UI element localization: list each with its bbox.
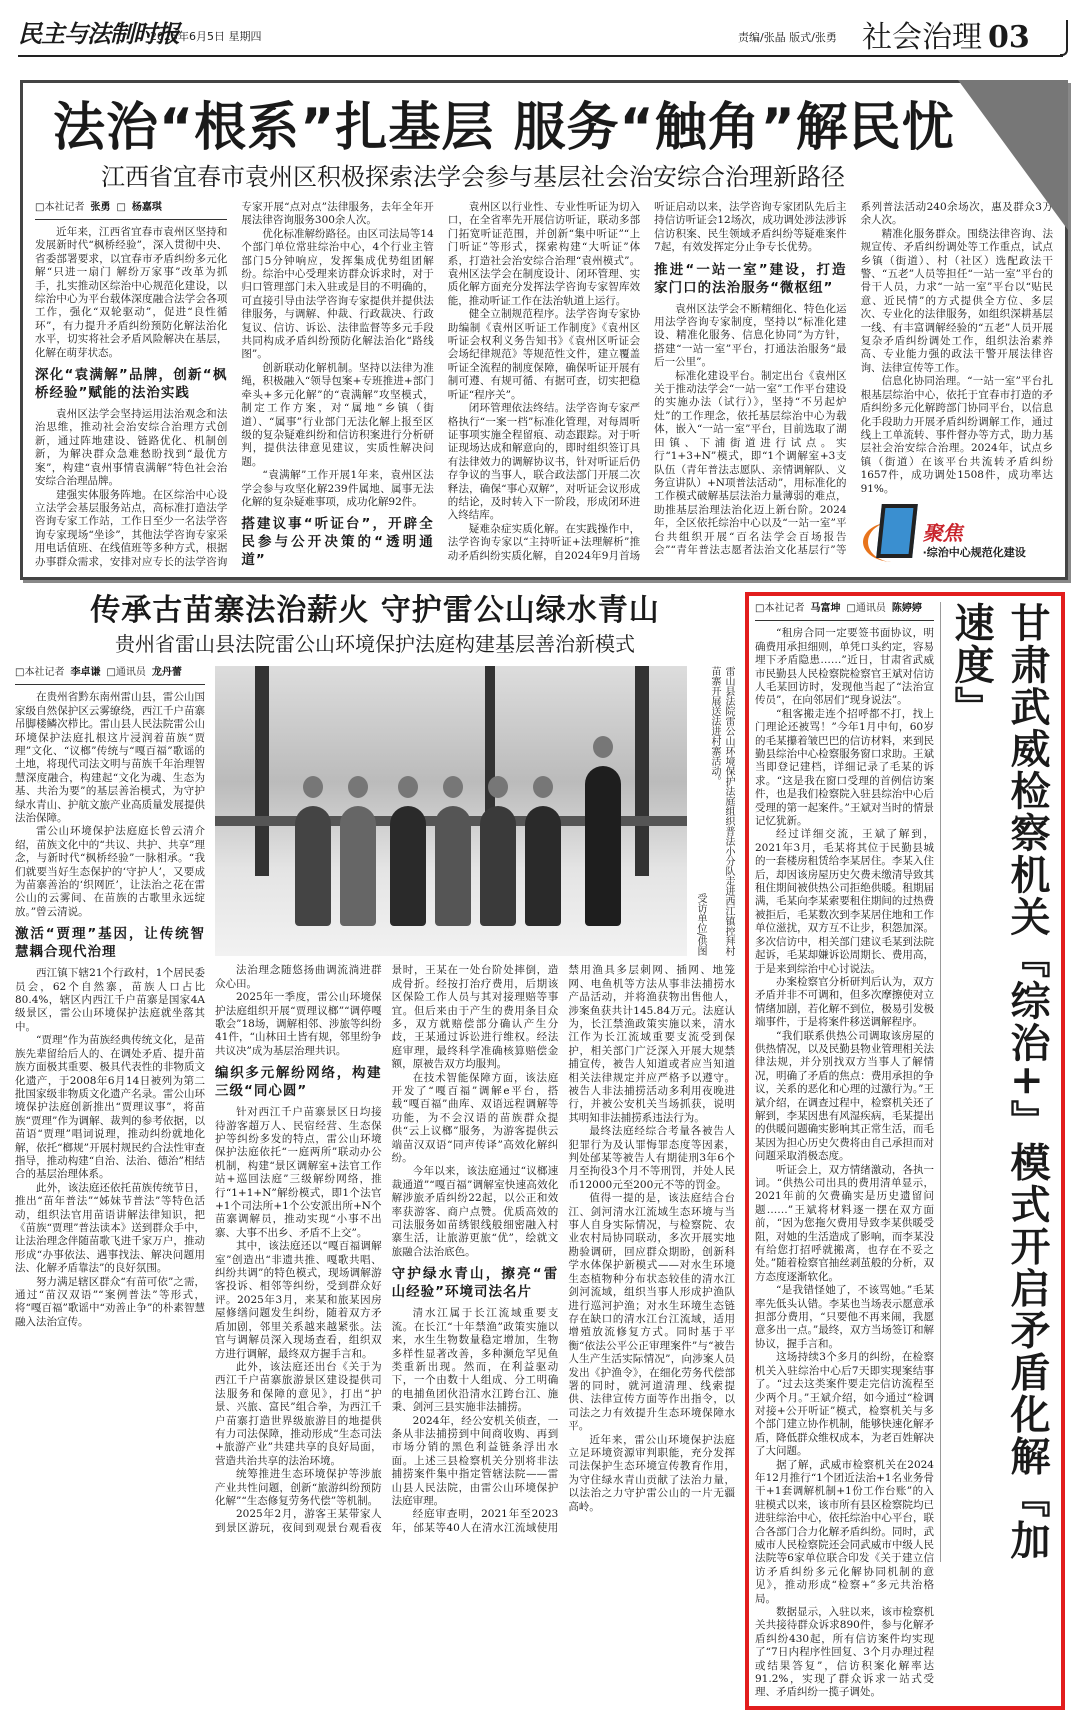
paragraph: 建强实体服务阵地。在区综治中心设立法学会基层服务站点，高标准打造法学咨询专家工作站，工作日至少一名法学咨询专家现场“坐诊”，其他法学咨询专家采用电话值班、在线值班等多种方式，根据办事群众需求，安排对应专长的法学咨询专家开展“点对点”法律服务，去年全年开展法律咨询服务300余人次。 [35, 201, 434, 568]
paragraph: 今年以来，该法庭通过“议榔速裁通道”“嘎百福”调解室快速高效化解涉旅矛盾纠纷22起，以公正和效率获游客、商户点赞。优质高效的司法服务如苗绣银线般细密融入村寨生活，让旅游更旅“优”，绘就文旅融合法治底色。 [391, 1165, 559, 1258]
header-corner-divider [1060, 20, 1068, 56]
photo-head [488, 776, 508, 798]
reporter-name: 张勇 [90, 202, 111, 213]
paragraph: 健全立制规范程序。法学咨询专家协助编制《袁州区听证工作制度》《袁州区听证会权利义务告知书》《袁州区听证会会场纪律规范》等规范性文件，建立覆盖听证全流程的制度保障，确保听证开展有制可遵、有规可循、有据可查，切实把稳听证“程序关”。 [447, 308, 641, 401]
paragraph: 清水江属于长江流域重要支流。在长江“十年禁渔”政策实施以来，水生生物数量稳定增加，生物多样性显著改善，多种濒危罕见鱼类重新出现。然而，在利益驱动下，一个由数十人组成、分工明确的电捕鱼团伙沿清水江跨台江、施秉、剑河三县实施非法捕捞。 [391, 1307, 559, 1414]
paragraph: “租房合同一定要签书面协议，明确费用承担细则，单凭口头约定，容易埋下矛盾隐患……”近日，甘肃省武威市民勤县人民检察院检察官王斌对信访人毛某回访时，发现他当起了“法治宣传员”，在向邻居们“现身说法”。 [755, 627, 934, 707]
page-header [0, 0, 1080, 70]
paragraph: 2025年一季度，雷公山环境保护法庭组织开展“贾理议榔”“调停嘎歌会”18场，调解相邻、涉旅等纠纷41件，“山林田土皆有规，邻里纷争共议决”成为基层治理共识。 [215, 991, 382, 1057]
section-subheading: 推进“一站一室”建设，打造家门口的法治服务“微枢纽” [654, 261, 847, 296]
paragraph: “袁满解”工作开展1年来，袁州区法学会参与攻坚化解239件属地、属事无法化解的复杂疑难事项，成功化解92件。 [241, 469, 434, 508]
article-wuwei-body [755, 627, 934, 1700]
byline: □本社记者 马富坤 □通讯员 陈婷婷 [755, 602, 934, 621]
article-leishan-headline: 传承古苗寨法治薪火 守护雷公山绿水青山 [90, 593, 660, 629]
paragraph: 此外，该法庭还依托苗族传统节日，推出“苗年普法”“姊妹节普法”等特色活动，组织法官用苗语讲解法律知识，把《苗族“贾理”普法读本》送到群众手中，让法治理念伴随苗歌飞进千家万户，推动形成“办事依法、遇事找法、解决问题用法、化解矛盾靠法”的良好氛围。 [15, 1181, 205, 1275]
paragraph: 优化标准解纷路径。由区司法局等14个部门单位常驻综治中心，4个行业主管部门5分钟响应，发挥集成优势组团解纷。综治中心受理来访群众诉求时，对于归口管理部门未入驻或是目的不明确的，可直接引导由法学咨询专家提供并提供法律服务，与调解、仲裁、行政裁决、行政复议、信访、诉讼、法律监督等多元手段共同构成矛盾纠纷预防化解法治化“路线图”。 [241, 227, 434, 361]
reporter-name: 李卓谦 [70, 667, 101, 679]
paragraph: 值得一提的是，该法庭结合台江、剑河清水江流域生态环境与当事人自身实际情况，与检察院、农业农村局协同联动，多次开展实地勘验调研，回应群众期盼，创新科学水体保护新模式——对水生环境生态植物种分布状态较佳的清水江剑河流域，组织当事人形成护渔队进行巡河护渔；对水生环境生态链存在缺口的清水江台江流域，适用增殖放流修复方式。同时基于平衡“依法公平公正审理案件”与“被告人生产生活实际情况”，向涉案人员发出《护渔令》，在细化劳务代偿部署的同时，就河道清理、线索提供、法律宣传方面等作出指令，以司法之力有效提升生态环境保障水平。 [568, 1192, 735, 1433]
correspondent-name: 杨嘉琪 [131, 202, 162, 213]
paragraph: 经过详细交流，王斌了解到，2021年3月，毛某将其位于民勤县城的一套楼房租赁给李某居住。李某入住后，却因该房屋历史欠费未缴清导致其租住期间被供热公司拒绝供暖。租期届满，毛某向李某索要租住期间的过热费被拒后，毛某数次到李某居住地和工作单位滋扰，双方互不让步，积怨加深。多次信访中，相关部门建议毛某到法院起诉，毛某却嫌诉讼周期长、费用高，于是来到综治中心讨说法。 [755, 828, 934, 975]
byline: □本社记者 张勇 □ 杨嘉琪 [35, 201, 227, 220]
photo-head [303, 776, 323, 798]
section-title [862, 12, 1030, 56]
paragraph: 努力满足辖区群众“有苗可依”之需，通过“苗汉双语”“案例普法”等形式，将“嘎百福”歌谣中“劝善止争”的朴素智慧融入法治宣传。 [15, 1275, 205, 1328]
section-subheading: 守护绿水青山，擦亮“雷山经验”环境司法名片 [391, 1266, 559, 1301]
correspondent-label: 通讯员 [855, 603, 886, 615]
paragraph: 其中，该法庭还以“嘎百福调解室”创造出“非遗共推、嘎歌共唱、纠纷共调”的特色模式，现场调解游客投诉、相邻等纠纷，受到群众好评。2025年3月，来某和旅某因房屋修缮问题发生纠纷，随着双方矛盾加剧，邻里关系越来越紧张。法官与调解员深入现场查看，组织双方进行调解，最终双方握手言和。 [215, 1240, 382, 1360]
article-yuanzhou [20, 80, 1068, 580]
paragraph: 创新联动化解机制。坚持以法律为准绳，积极融入“领导包案+专班推进+部门牵头+多元化解”的“袁满解”攻坚模式，制定工作方案，对“属地”乡镇（街道）、“属事”行业部门无法化解上报至区级的复杂疑难纠纷和信访积案进行分析研判，提供法律意见建议，实质性解决问题。 [241, 361, 434, 468]
decorative-corner [958, 80, 1068, 230]
article-leishan-body-bottom [215, 964, 735, 1535]
paragraph: 数据显示，入驻以来，该市检察机关共接待群众诉求890件，参与化解矛盾纠纷430起，所有信访案件均实现了“7日内程序性回复、3个月办理过程或结果答复”，信访积案化解率达91.2%，实现了群众诉求一站式受理、矛盾纠纷一揽子调处。 [755, 1606, 934, 1699]
caption-text: 雷山县法院雷公山环境保护法庭组织普法小分队走进西江镇控拜村苗寨开展送法进村寨活动。 [709, 666, 734, 957]
photo-credit: 受访单位/供图 [695, 892, 706, 957]
building-icon [876, 504, 918, 558]
article-leishan-left-column [15, 666, 205, 1329]
correspondent-name: 陈婷婷 [891, 603, 922, 615]
photo-caption [693, 666, 735, 956]
photo-person [295, 806, 331, 926]
reporter-name: 马富坤 [810, 603, 841, 615]
focus-column-logo [861, 504, 1053, 566]
headline-part: 『综治+』 [1004, 938, 1051, 1142]
paragraph: “我们联系供热公司调取该房屋的供热情况，以及民勤县物业管理相关法律法规，并分别找双方当事人了解情况，明确了矛盾的焦点：费用承担的争议，关系的恶化和心理的过激行为。”王斌介绍，在调查过程中，检察机关还了解到，李某因患有风湿疾病，毛某提出的供暖问题确实影响其正常生活，而毛某因为担心历史欠费将由自己承担而对问题采取消极态度。 [755, 1029, 934, 1163]
photo-person [340, 806, 376, 926]
logo-text: 民主与法制时报 [18, 19, 179, 48]
paragraph: 在贵州省黔东南州雷山县，雷公山国家级自然保护区云雾缭绕，西江千户苗寨吊脚楼鳞次栉比。雷山县人民法院雷公山环境保护法庭扎根这片浸润着苗族“贾理”文化、“议榔”传统与“嘎百福”歌谣的土地，将现代司法文明与苗族千年治理智慧深度融合，构建起“文化为魂、生态为基、共治为要”的基层善治模式，为守护绿水青山、护航文旅产业高质量发展提供法治保障。 [15, 691, 205, 824]
paragraph: 近年来，雷公山环境保护法庭立足环境资源审判职能，充分发挥司法保护生态环境宣传教育作用，为守住绿水青山贡献了法治力量，以法治之力守护雷公山的一片无疆高岭。 [568, 1433, 735, 1513]
article-subheadline: 江西省宜春市袁州区积极探索法学会参与基层社会治安综合治理新路径 [101, 163, 845, 191]
correspondent-label: 通讯员 [115, 667, 146, 679]
paragraph: 针对西江千户苗寨景区日均接待游客超万人、民宿经营、生态保护等纠纷多发的特点，雷公山环境保护法庭依托“一庭两所”联动办公机制，构建“景区调解室+法官工作站+巡回法庭”三级解纷网络，推行“1+1+N”解纷模式，即1个法官+1个司法所+1个公安派出所+N个苗寨调解员，推动实现“小事不出寨、大事不出乡、矛盾不上交”。 [215, 1106, 382, 1239]
paragraph: 精准化服务群众。围绕法律咨询、法规宣传、矛盾纠纷调处等工作重点，试点乡镇（街道）、村（社区）选配政法干警、“五老”人员等担任“一站一室”平台的骨干人员，力求“一站一室”平台以“贴民意、近民情”的方式提供全方位、多层次、专业化的法律服务，如组织深耕基层一线、有丰富调解经验的“五老”人员开展复杂矛盾纠纷调处工作，组织法治素养高、专业能力强的政法干警开展法律咨询、法律宣传等工作。 [860, 227, 1053, 374]
article-leishan [15, 592, 735, 1535]
paragraph: 统筹推进生态环境保护等涉旅产业共性问题，创新“旅游纠纷预防化解”“生态修复劳务代偿”等机制。 [215, 1468, 382, 1507]
section-name: 社会治理 [862, 20, 982, 55]
paragraph: 法治理念随悠扬曲调流淌进群众心田。 [215, 964, 382, 990]
news-photo-court-outreach [215, 666, 687, 956]
photo-tree [635, 666, 649, 876]
paragraph: 袁州区法学会不断精细化、特色化运用法学咨询专家制度，坚持以“标准化建设、精准化服务、信息化协同”为方针，搭建“一站一室”平台，打通法治服务“最后一公里”。 [654, 302, 847, 369]
paragraph: “租客搬走连个招呼都不打，找上门理论还被骂！”今年1月中旬，60岁的毛某攥着皱巴巴的信访材料，来到民勤县综治中心检察服务窗口求助。王斌当即登记建档，详细记录了毛某的诉求。“这是我在窗口受理的首例信访案件，也是我们检察院入驻县综治中心后受理的第一起案件。”王斌对当时的情景记忆犹新。 [755, 707, 934, 828]
correspondent-name: 龙丹蕾 [151, 667, 182, 679]
issue-date: 2025年6月5日 星期四 [150, 30, 262, 43]
article-leishan-body [15, 666, 735, 1535]
photo-head [348, 776, 368, 798]
paragraph: 办案检察官分析研判后认为，双方矛盾并非不可调和，但多次摩擦使对立情绪加剧，若化解不到位，极易引发极端事件，于是将案件移送调解程序。 [755, 975, 934, 1029]
paragraph: 此外，该法庭还出台《关于为西江千户苗寨旅游景区建设提供司法服务和保障的意见》，打出“护景、兴旅、富民”组合拳，为西江千户苗寨打造世界级旅游目的地提供有力司法保障，推动形成“生态司法+旅游产业”共建共享的良好局面，营造共治共享的法治环境。 [215, 1360, 382, 1467]
paragraph: 西江镇下辖21个行政村，1个居民委员会，62个自然寨，苗族人口占比80.4%，辖区内西江千户苗寨是国家4A级景区，雷公山环境保护法庭就坐落其中。 [15, 967, 205, 1033]
reporter-label: 本社记者 [24, 667, 65, 679]
photo-person [390, 806, 426, 926]
article-wuwei-headline [940, 602, 1055, 1562]
section-subheading: 深化“袁满解”品牌，创新“枫桥经验”赋能的法治实践 [35, 367, 228, 402]
paragraph: 袁州区法学会坚持运用法治观念和法治思维，推动社会治安综合治理方式创新，通过阵地建设、链路优化、机制创新，为解决群众急难愁盼找到“最优方案”，构建“袁州事情袁满解”特色社会治安综合治理品牌。 [35, 408, 228, 488]
photo-person [525, 806, 561, 926]
article-leishan-subheadline: 贵州省雷山县法院雷公山环境保护法庭构建基层善治新模式 [115, 632, 635, 657]
article-leishan-body-left [15, 691, 205, 1329]
photo-row [215, 666, 735, 956]
headline-part: 『加速度』 [948, 602, 1051, 1562]
article-body [35, 201, 1053, 569]
paragraph: 雷公山环境保护法庭庭长曾云清介绍，苗族文化中的“共议、共护、共享”理念，与新时代“枫桥经验”一脉相承。“我们就要当好生态保护的‘守护人’，又要成为苗寨善治的‘织网匠’，让法治之花在雷公山的云雾间、在苗族的古歌里永远绽放。”曾云清说。 [15, 825, 205, 918]
focus-label: 聚焦 [922, 520, 963, 545]
paragraph: 这场持续3个多月的纠纷，在检察机关入驻综治中心后7天即实现案结事了。“过去这类案件要走完信访流程至少两个月。”王斌介绍，如今通过“检调对接+公开听证”模式，检察机关与多个部门建立协作机制，能够快速化解矛盾，降低群众维权成本，为老百姓解决了大问题。 [755, 1351, 934, 1458]
paragraph: 听证会上，双方情绪激动，各执一词。“供热公司出具的费用清单显示，2021年前的欠费确实是历史遗留问题……”王斌将材料逐一摆在双方面前，“因为您拖欠费用导致李某供暖受阻，对她的生活造成了影响，而李某没有给您打招呼就搬离，也存在不妥之处。”随着检察官抽丝剥茧般的分析，双方态度逐渐软化。 [755, 1163, 934, 1283]
section-subheading: 激活“贾理”基因，让传统智慧耦合现代治理 [15, 926, 205, 961]
paragraph: 最终法庭经综合考量各被告人犯罪行为及认罪悔罪态度等因素，判处邰某等被告人有期徒刑3年6个月至拘役3个月不等刑罚，并处人民币12000元至200元不等的罚金。 [568, 1125, 735, 1191]
section-subheading: 搭建议事“听证台”，开辟全民参与公开决策的“透明通道” [241, 516, 434, 569]
paragraph: 疑难杂症实质化解。在实践操作中，法学咨询专家以“主持听证+法理解析”推动矛盾纠纷实质化解，自2024年9月首场听证启动以来，法学咨询专家团队先后主持信访听证会12场次，成功调处涉法涉诉信访积案、民生领域矛盾纠纷等疑难案件7起，有效发挥定分止争专长优势。 [447, 201, 847, 562]
focus-topic: ·综治中心规范化建设 [922, 545, 1026, 559]
paragraph: 经庭审查明，2021年至2023年，邰某等40人在清水江流域使用禁用渔具多层刺网、插网、地笼网、电鱼机等方法从事非法捕捞水产品活动，并将渔获物出售他人，涉案鱼获共计145.84万元。法庭认为，长江禁渔政策实施以来，清水江作为长江流域重要支流受到保护，相关部门广泛深入开展大规禁捕宣传，被告人知道或者应当知道相关法律规定并应严格予以遵守。被告人非法捕捞活动多利用夜晚进行，并被公安机关当场抓获，说明其明知非法捕捞系违法行为。 [391, 964, 735, 1534]
photo-head [398, 776, 418, 798]
page-number: 03 [988, 20, 1030, 55]
section-subheading: 编织多元解纷网络，构建三级“同心圆” [215, 1065, 382, 1100]
paragraph: 袁州区以行业性、专业性听证为切入口，在全省率先开展信访听证，联动多部门拓宽听证范围，并创新“集中听证”“上门听证”等形式，探索构建“大听证”体系，打造社会治安综合治理“袁州模式”。袁州区法学会在制度设计、闭环管理、实质化解方面充分发挥法学咨询专家智库效能，推动听证工作在法治轨道上运行。 [447, 201, 641, 307]
reporter-label: 本社记者 [764, 603, 805, 615]
paragraph: 2025年2月，游客王某带家人到景区游玩，夜间到观景台观看夜景时，王某在一处台阶处摔倒，造成骨折。经按打治疗费用，后期该区保险工作人员与其对接理赔等事宜。但后来由于产生的费用条目众多，双方就赔偿部分确认产生分歧，王某通过诉讼进行维权。经法庭审理，最终科学准确核算赔偿金额，原被告双方均服判。 [215, 964, 559, 1534]
article-wuwei-highlighted-box [745, 592, 1065, 1710]
paragraph: 2024年，经公安机关侦查，一条从非法捕捞到中间商收购、再到市场分销的黑色利益链条浮出水面。上述三县检察机关分别将非法捕捞案件集中指定管辖法院——雷山县人民法院，由雷公山环境保护法庭审理。 [391, 1414, 559, 1507]
photo-person [480, 806, 516, 926]
lower-section [15, 592, 1065, 1710]
paragraph: “贾理”作为苗族经典传统文化，是苗族先辈留给后人的、在调处矛盾、提升苗族方面极其重要、极具代表性的非物质文化遗产，于2008年6月14日被列为第二批国家级非物质文化遗产名录。雷公山环境保护法庭创新推出“贾理议事”，将苗族“贾理”作为调解、裁判的参考依据，以苗语“贾理”唱词说理，推动纠纷就地化解，依托“榔规”开展村规民约合法性审查指导，推动构建“自治、法治、德治”相结合的基层治理体系。 [15, 1034, 205, 1181]
paragraph: 标准化建设平台。制定出台《袁州区关于推动法学会“一站一室”工作平台建设的实施办法（试行）》，坚持“不另起炉灶”的工作理念，依托基层综治中心为载体，嵌入“一站一室”平台，目前选取了湖田镇、下浦街道进行试点。实行“1+3+N”模式，即“1个调解室+3支队伍（青年普法志愿队、亲情调解队、义务宣讲队）+N项普法活动”，用标准化的工作模式破解基层法治力量薄弱的难点，助推基层治理法治化迈上新台阶。2024年，全区依托综治中心以及“一站一室”平台共组织开展“百名法学会百场报告会”“青年普法志愿者法治文化基层行”等系列普法活动240余场次，惠及群众3万余人次。 [654, 201, 1053, 556]
photo-head [443, 776, 463, 798]
photo-head [593, 736, 613, 758]
photo-tree [255, 666, 269, 876]
byline: □本社记者 李卓谦 □通讯员 龙丹蕾 [15, 666, 205, 685]
headline-part: 甘肃武威检察机关 [1004, 602, 1051, 939]
paragraph: 近年来，江西省宜春市袁州区坚持和发展新时代“枫桥经验”，深入贯彻中央、省委部署要求，以宜春市矛盾纠纷多元化解“只进一扇门 解纷万家事”改革为抓手，扎实推动区综治中心规范化建设，以综治中心为平台载体深度融合法学会各项工作，强化“双轮驱动”，促进“良性循环”，有力提升矛盾纠纷预防化解法治化水平，切实将社会矛盾风险解决在基层，化解在萌芽状态。 [35, 226, 228, 359]
article-leishan-right-area [215, 666, 735, 1535]
paragraph: 信息化协同治理。“一站一室”平台扎根基层综治中心，依托于宜春市打造的矛盾纠纷多元化解跨部门协同平台，以信息化手段助力开展矛盾纠纷调解工作，通过线上工单流转、事件督办等方式，助力基层社会治安综合治理。2024年，试点乡镇（街道）在该平台共流转矛盾纠纷1657件，成功调处1508件，成功率达91%。 [860, 375, 1053, 495]
paragraph: 在技术智能保障方面，该法庭开发了“嘎百福”调解e平台，搭载“嘎百福”曲库、双语远程调解等功能，为不会汉语的苗族群众提供“云上议榔”服务，为游客提供云端苗汉双语“同声传译”高效化解纠纷。 [391, 1071, 559, 1165]
editors-credit: 责编/张晶 版式/张勇 [738, 31, 837, 44]
headline-part: 模式开启矛盾化解 [1004, 1141, 1051, 1478]
header-rule [18, 55, 1063, 57]
paragraph: 闭环管理依法终结。法学咨询专家严格执行“一案一档”标准化管理，对每周听证事项实施全程留痕、动态跟踪。对于听证现场达成和解意向的，即时组织签订具有法律效力的调解协议书，针对听证后仍存争议的当事人，联合政法部门开展二次释法，确保“事心双解”，对听证会议形成的结论，及时转入下一阶段，形成闭环进入终结库。 [447, 402, 641, 522]
article-headline: 法治“根系”扎基层 服务“触角”解民忧 [53, 98, 955, 158]
reporter-label: 本社记者 [44, 202, 85, 213]
photo-person [435, 806, 471, 926]
photo-person [585, 766, 621, 926]
photo-head [533, 776, 553, 798]
paragraph: “是我错怪她了，不该骂她。”毛某率先低头认错。李某也当场表示愿意承担部分费用，“只要他不再来闹，我愿意多出一点。”最终，双方当场签订和解协议，握手言和。 [755, 1284, 934, 1350]
paragraph: 据了解，武威市检察机关在2024年12月推行“1个团近法治+1名业务骨干+1套调解机制+1份工作台账”的入驻模式以来，该市所有县区检察院均已进驻综治中心，依托综治中心平台，联合各部门合力化解矛盾纠纷。同时，武威市人民检察院还会同武威市中级人民法院等6家单位联合印发《关于建立信访矛盾纠纷多元化解协同机制的意见》，推动形成“检察+”多元共治格局。 [755, 1458, 934, 1605]
article-wuwei-text [755, 602, 934, 1700]
